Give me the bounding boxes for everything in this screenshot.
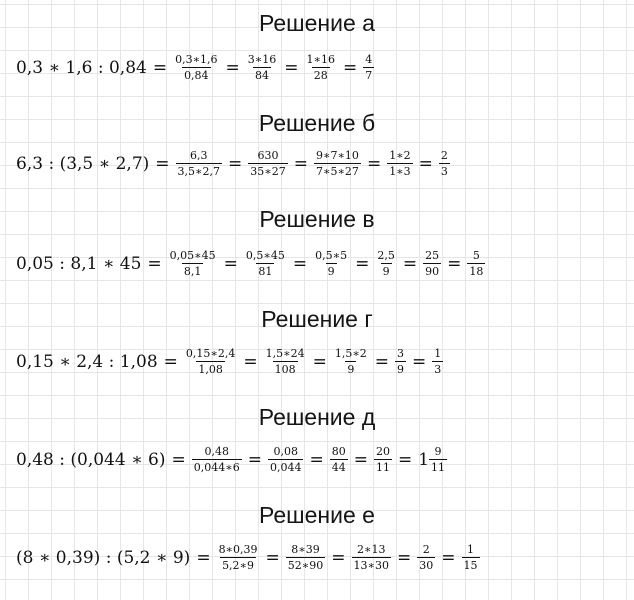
solution-heading: Решение б [258, 110, 376, 136]
fraction-denominator: 9 [397, 363, 405, 376]
fraction-denominator: 13∗30 [353, 559, 389, 572]
fraction-denominator: 11 [375, 461, 390, 474]
equals-sign: = [225, 57, 240, 78]
fraction-numerator: 0,05∗45 [169, 249, 216, 262]
fraction-denominator: 18 [469, 265, 484, 278]
fraction-numerator: 1 [434, 347, 442, 360]
fraction-numerator: 1,5∗2 [334, 347, 367, 360]
fraction-numerator: 1∗16 [306, 53, 336, 66]
fraction [184, 348, 237, 375]
fraction-numerator: 3∗16 [247, 53, 277, 66]
equation-lhs: (8 ∗ 0,39) : (5,2 ∗ 9) [16, 547, 191, 568]
fraction-numerator: 0,3∗1,6 [175, 53, 218, 66]
fraction-denominator: 9 [327, 265, 335, 278]
fraction-numerator: 3 [397, 347, 405, 360]
fraction-denominator: 28 [313, 69, 328, 82]
equals-sign: = [397, 547, 412, 568]
fraction [244, 250, 287, 277]
equals-sign: = [196, 547, 211, 568]
solution-equation [16, 446, 447, 473]
fraction-numerator: 2 [440, 149, 448, 162]
fraction [192, 446, 242, 473]
mixed-number-whole: 1 [418, 449, 430, 470]
fraction-numerator: 20 [375, 445, 390, 458]
equals-sign: = [155, 153, 170, 174]
fraction-denominator: 0,044 [269, 461, 302, 474]
equals-sign: = [309, 449, 324, 470]
fraction-denominator: 0,044∗6 [193, 461, 240, 474]
equals-sign: = [247, 449, 262, 470]
fraction [305, 54, 337, 81]
solution-heading: Решение е [259, 502, 375, 528]
fraction [375, 250, 397, 277]
equals-sign: = [147, 253, 162, 274]
equals-sign: = [343, 57, 358, 78]
equals-sign: = [265, 547, 280, 568]
fraction-numerator: 2 [422, 543, 430, 556]
fraction [168, 250, 218, 277]
solution-equation [16, 54, 374, 81]
equals-sign: = [374, 351, 390, 372]
fraction-numerator: 9 [434, 445, 442, 458]
fraction-denominator: 44 [331, 461, 346, 474]
equals-sign: = [397, 449, 413, 470]
solution-heading: Решение г [261, 306, 373, 332]
fraction [395, 348, 406, 375]
fraction [176, 150, 222, 177]
fraction-denominator: 3,5∗2,7 [177, 165, 220, 178]
fraction-denominator: 8,1 [183, 265, 202, 278]
fraction-numerator: 0,08 [273, 445, 298, 458]
fraction [330, 446, 348, 473]
fraction-denominator: 0,84 [184, 69, 209, 82]
fraction-denominator: 7 [365, 69, 373, 82]
fraction-denominator: 1,08 [198, 363, 223, 376]
fraction [417, 544, 435, 571]
fraction-denominator: 3 [434, 363, 442, 376]
fraction [387, 150, 412, 177]
equals-sign: = [223, 253, 238, 274]
fraction-numerator: 9∗7∗10 [315, 149, 359, 162]
solution-equation [16, 348, 443, 375]
fraction-denominator: 3 [440, 165, 448, 178]
solution-heading: Решение в [259, 206, 375, 232]
fraction [313, 250, 349, 277]
fraction-numerator: 2,5 [377, 249, 395, 262]
equation-lhs: 0,15 ∗ 2,4 : 1,08 [16, 351, 158, 372]
fraction [246, 54, 278, 81]
fraction-denominator: 9 [382, 265, 390, 278]
equals-sign: = [293, 153, 308, 174]
equals-sign: = [163, 351, 178, 372]
fraction-denominator: 1∗3 [389, 165, 411, 178]
fraction-denominator: 9 [347, 363, 355, 376]
fraction [352, 544, 391, 571]
equals-sign: = [418, 153, 433, 174]
fraction-denominator: 108 [274, 363, 296, 376]
equals-sign: = [402, 253, 418, 274]
fraction-denominator: 7∗5∗27 [315, 165, 359, 178]
equals-sign: = [412, 351, 427, 372]
fraction [286, 544, 325, 571]
fraction-numerator: 8∗39 [291, 543, 320, 556]
equals-sign: = [366, 153, 382, 174]
equals-sign: = [228, 153, 243, 174]
equation-lhs: 6,3 : (3,5 ∗ 2,7) [16, 153, 150, 174]
fraction-numerator: 1∗2 [389, 149, 411, 162]
fraction-denominator: 81 [258, 265, 273, 278]
fraction [264, 348, 307, 375]
fraction [363, 54, 374, 81]
fraction-numerator: 0,48 [204, 445, 229, 458]
fraction [374, 446, 392, 473]
fraction [217, 544, 260, 571]
fraction-numerator: 5 [472, 249, 480, 262]
equation-lhs: 0,48 : (0,044 ∗ 6) [16, 449, 166, 470]
equals-sign: = [292, 253, 308, 274]
equals-sign: = [355, 253, 370, 274]
fraction-numerator: 8∗0,39 [218, 543, 258, 556]
equals-sign: = [243, 351, 258, 372]
fraction [429, 446, 447, 473]
fraction-denominator: 90 [425, 265, 440, 278]
solution-heading: Решение а [259, 10, 375, 36]
fraction-denominator: 35∗27 [250, 165, 286, 178]
equals-sign: = [171, 449, 186, 470]
solution-equation [16, 250, 485, 277]
solution-equation [16, 150, 450, 177]
fraction [248, 150, 287, 177]
equals-sign: = [353, 449, 368, 470]
solution-heading: Решение д [258, 404, 376, 430]
fraction [423, 250, 441, 277]
fraction [314, 150, 361, 177]
fraction-numerator: 6,3 [190, 149, 208, 162]
fraction [467, 250, 485, 277]
equals-sign: = [312, 351, 327, 372]
equals-sign: = [441, 547, 456, 568]
fraction-denominator: 52∗90 [287, 559, 324, 572]
solution-equation [16, 544, 480, 571]
equals-sign: = [284, 57, 299, 78]
equation-lhs: 0,3 ∗ 1,6 : 0,84 [16, 57, 147, 78]
fraction-numerator: 25 [425, 249, 440, 262]
equation-lhs: 0,05 : 8,1 ∗ 45 [16, 253, 142, 274]
fraction-numerator: 0,5∗45 [245, 249, 285, 262]
fraction-numerator: 630 [257, 149, 279, 162]
fraction-numerator: 4 [365, 53, 373, 66]
fraction-denominator: 30 [419, 559, 434, 572]
equals-sign: = [331, 547, 346, 568]
fraction-numerator: 1,5∗24 [265, 347, 305, 360]
fraction-numerator: 0,15∗2,4 [185, 347, 236, 360]
fraction [268, 446, 304, 473]
fraction-denominator: 84 [255, 69, 270, 82]
fraction [439, 150, 450, 177]
equals-sign: = [152, 57, 168, 78]
fraction-denominator: 5,2∗9 [222, 559, 255, 572]
fraction [333, 348, 369, 375]
equals-sign: = [447, 253, 462, 274]
fraction-denominator: 11 [431, 461, 446, 474]
fraction-numerator: 0,5∗5 [315, 249, 348, 262]
fraction [462, 544, 480, 571]
fraction-numerator: 80 [331, 445, 346, 458]
fraction [432, 348, 443, 375]
fraction-numerator: 2∗13 [357, 543, 386, 556]
fraction-denominator: 15 [463, 559, 478, 572]
fraction-numerator: 1 [467, 543, 474, 556]
fraction [173, 54, 219, 81]
